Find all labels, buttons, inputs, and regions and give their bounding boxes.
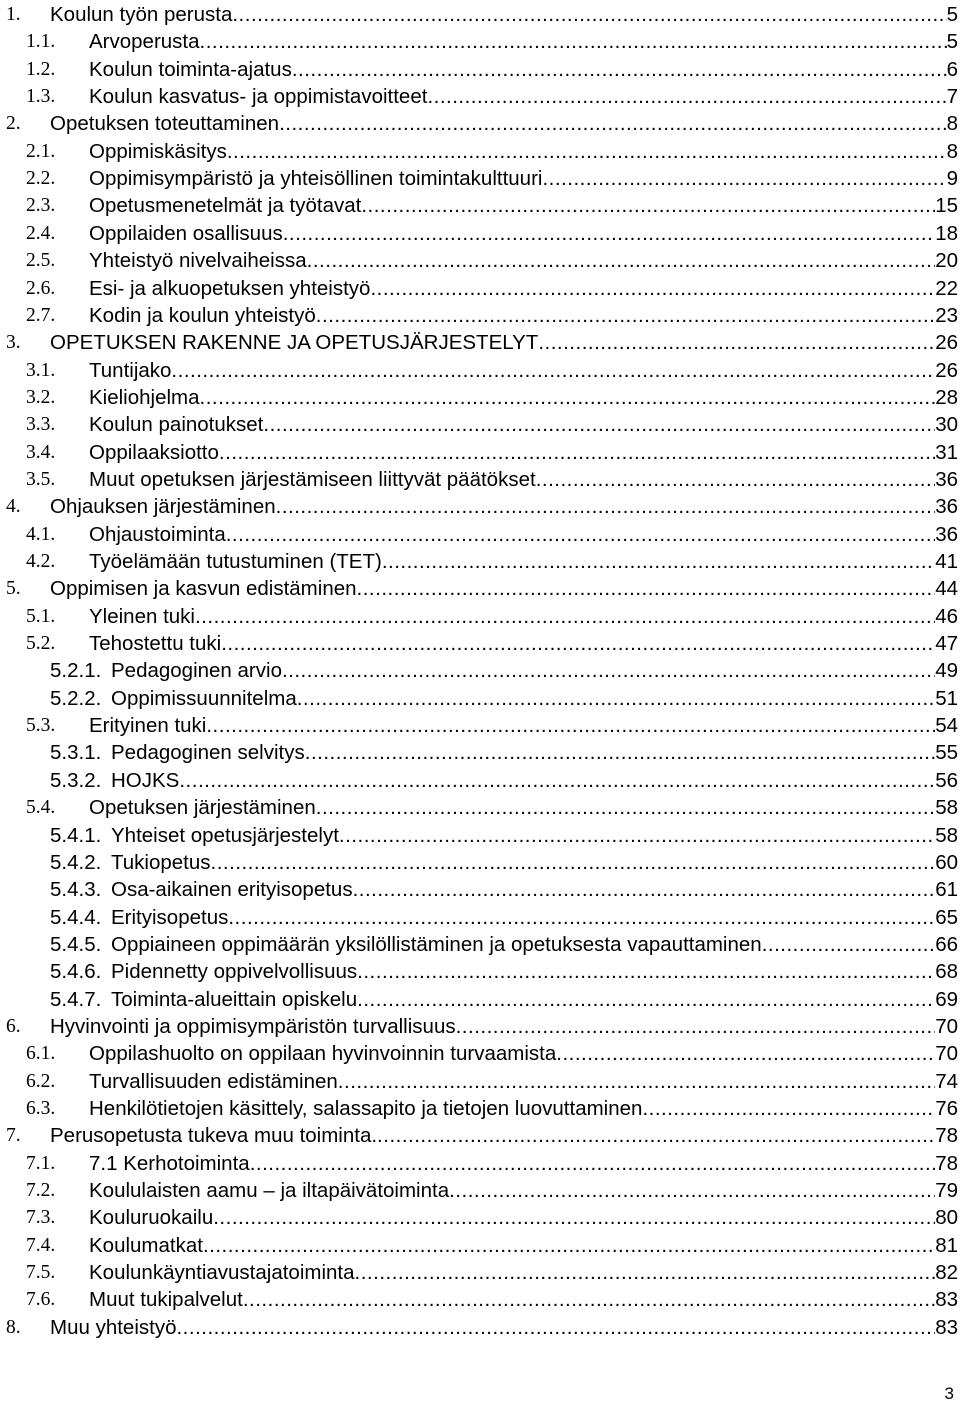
toc-entry[interactable] <box>0 357 960 384</box>
toc-entry[interactable] <box>0 247 960 274</box>
toc-entry[interactable] <box>0 603 960 630</box>
toc-dot-leader <box>456 1013 936 1040</box>
toc-entry-title[interactable]: 7.1 Kerhotoiminta <box>89 1151 250 1175</box>
toc-entry-number: 7.1. <box>26 1152 56 1174</box>
toc-entry-number: 7.2. <box>26 1180 56 1202</box>
toc-dot-leader <box>538 329 935 356</box>
toc-entry-number: 5.3.2. <box>50 768 102 792</box>
toc-dot-leader <box>353 876 936 903</box>
toc-entry-page: 58 <box>935 796 958 820</box>
toc-entry-page: 23 <box>935 303 958 327</box>
toc-entry-line <box>89 138 958 165</box>
toc-entry[interactable] <box>0 712 960 739</box>
toc-entry-line <box>89 56 958 83</box>
toc-entry[interactable] <box>0 165 960 192</box>
toc-entry-title[interactable]: Muu yhteistyö <box>50 1315 177 1339</box>
toc-entry-title[interactable]: Opetusmenetelmät ja työtavat <box>89 194 362 218</box>
toc-entry-number: 3.4. <box>26 441 56 463</box>
toc-dot-leader <box>213 1204 935 1231</box>
toc-entry-page: 68 <box>935 960 958 984</box>
toc-entry-page: 79 <box>935 1179 958 1203</box>
toc-entry-title[interactable]: Kieliohjelma <box>89 385 200 409</box>
toc-entry[interactable] <box>0 1286 960 1313</box>
toc-entry-line <box>111 739 958 766</box>
toc-dot-leader <box>203 1232 935 1259</box>
toc-entry-page: 5 <box>946 30 958 54</box>
toc-entry-number: 5.4. <box>26 797 56 819</box>
toc-entry-line <box>89 1259 958 1286</box>
toc-entry[interactable] <box>0 1095 960 1122</box>
toc-entry[interactable] <box>0 110 960 137</box>
toc-entry-title[interactable]: Oppimiskäsitys <box>89 139 227 163</box>
toc-entry-number: 6.2. <box>26 1070 56 1092</box>
toc-dot-leader <box>228 904 935 931</box>
toc-entry-title[interactable]: Koululaisten aamu – ja iltapäivätoiminta <box>89 1179 450 1203</box>
toc-entry[interactable] <box>0 1013 960 1040</box>
toc-entry-line <box>89 302 958 329</box>
toc-entry[interactable] <box>0 1204 960 1231</box>
toc-entry-title[interactable]: Oppimisympäristö ja yhteisöllinen toimintakulttuuri <box>89 167 543 191</box>
toc-entry-page: 81 <box>935 1233 958 1257</box>
toc-entry-page: 60 <box>935 850 958 874</box>
toc-entry-line <box>111 767 958 794</box>
toc-entry-title[interactable]: Koulun toiminta-ajatus <box>89 57 292 81</box>
toc-entry-number: 3.3. <box>26 414 56 436</box>
toc-entry[interactable] <box>0 466 960 493</box>
toc-entry-title[interactable]: Arvoperusta <box>89 30 200 54</box>
toc-dot-leader <box>283 220 935 247</box>
toc-dot-leader <box>556 1040 935 1067</box>
toc-entry[interactable] <box>0 411 960 438</box>
toc-entry-title[interactable]: OPETUKSEN RAKENNE JA OPETUSJÄRJESTELYT <box>50 331 539 355</box>
toc-entry-line <box>111 849 958 876</box>
toc-entry-page: 26 <box>935 331 958 355</box>
toc-dot-leader <box>307 247 936 274</box>
toc-entry-page: 66 <box>935 932 958 956</box>
page-number: 3 <box>944 1384 954 1403</box>
toc-entry[interactable] <box>0 1150 960 1177</box>
toc-entry[interactable] <box>0 904 960 931</box>
toc-entry-title[interactable]: Koulun kasvatus- ja oppimistavoitteet <box>89 85 428 109</box>
toc-entry[interactable] <box>0 1314 960 1341</box>
toc-entry-title[interactable]: Erityinen tuki <box>89 714 207 738</box>
toc-entry-page: 83 <box>935 1315 958 1339</box>
toc-entry[interactable] <box>0 439 960 466</box>
toc-dot-leader <box>762 931 935 958</box>
toc-dot-leader <box>642 1095 935 1122</box>
toc-entry-page: 26 <box>935 358 958 382</box>
toc-entry[interactable] <box>0 384 960 411</box>
toc-entry-number: 5.3. <box>26 715 56 737</box>
toc-entry-page: 70 <box>935 1042 958 1066</box>
toc-entry-number: 2.1. <box>26 140 56 162</box>
toc-entry[interactable] <box>0 849 960 876</box>
toc-entry-page: 58 <box>935 823 958 847</box>
toc-entry[interactable] <box>0 1040 960 1067</box>
toc-entry-page: 7 <box>946 85 958 109</box>
toc-entry-page: 65 <box>935 905 958 929</box>
toc-entry-number: 6.1. <box>26 1043 56 1065</box>
toc-entry-title[interactable]: Hyvinvointi ja oppimisympäristön turvallisuus <box>50 1014 456 1038</box>
toc-dot-leader <box>316 302 935 329</box>
toc-entry-number: 2.6. <box>26 277 56 299</box>
toc-entry[interactable] <box>0 822 960 849</box>
toc-entry[interactable] <box>0 521 960 548</box>
toc-entry-number: 5.2. <box>26 633 56 655</box>
toc-entry-page: 74 <box>935 1069 958 1093</box>
toc-entry-page: 15 <box>935 194 958 218</box>
toc-entry-title[interactable]: Oppilaaksiotto <box>89 440 219 464</box>
toc-entry-page: 6 <box>946 57 958 81</box>
toc-entry-number: 2.3. <box>26 195 56 217</box>
toc-entry-line <box>89 357 958 384</box>
toc-entry-title[interactable]: Osa-aikainen erityisopetus <box>111 878 353 902</box>
toc-entry[interactable] <box>0 876 960 903</box>
toc-entry-line <box>89 1150 958 1177</box>
toc-entry-number: 7. <box>6 1125 21 1147</box>
toc-entry-number: 5.2.2. <box>50 686 102 710</box>
toc-dot-leader <box>176 1314 935 1341</box>
toc-dot-leader <box>292 56 947 83</box>
toc-entry-line <box>89 275 958 302</box>
toc-dot-leader <box>297 685 935 712</box>
toc-entry-page: 5 <box>946 3 958 26</box>
toc-entry-line <box>89 411 958 438</box>
toc-dot-leader <box>357 958 935 985</box>
toc-entry[interactable] <box>0 657 960 684</box>
toc-dot-leader <box>206 712 935 739</box>
toc-entry-line <box>50 1122 958 1149</box>
toc-entry-title[interactable]: Pedagoginen selvitys <box>111 741 305 765</box>
toc-entry-title[interactable]: Esi- ja alkuopetuksen yhteistyö <box>89 276 371 300</box>
toc-entry-number: 5.4.2. <box>50 850 102 874</box>
toc-entry-line <box>89 712 958 739</box>
toc-entry[interactable] <box>0 56 960 83</box>
toc-entry-line <box>89 83 958 110</box>
toc-entry-page: 76 <box>935 1097 958 1120</box>
toc-entry-line <box>89 1040 958 1067</box>
toc-entry-page: 80 <box>935 1206 958 1230</box>
toc-entry[interactable] <box>0 138 960 165</box>
toc-entry[interactable] <box>0 28 960 55</box>
toc-entry-page: 8 <box>946 112 958 136</box>
toc-dot-leader <box>361 192 935 219</box>
toc-entry-number: 5.2.1. <box>50 659 102 683</box>
toc-dot-leader <box>211 849 936 876</box>
toc-dot-leader <box>427 83 946 110</box>
toc-dot-leader <box>226 521 935 548</box>
toc-entry-line <box>50 329 958 356</box>
toc-entry-line <box>89 439 958 466</box>
toc-entry-number: 8. <box>6 1316 21 1338</box>
toc-entry-line <box>111 904 958 931</box>
toc-entry-title[interactable]: Erityisopetus <box>111 905 229 929</box>
toc-entry-page: 28 <box>935 385 958 409</box>
toc-entry-line <box>89 603 958 630</box>
toc-entry-page: 22 <box>935 276 958 300</box>
toc-entry-number: 2.5. <box>26 250 56 272</box>
toc-entry-line <box>50 1314 958 1341</box>
toc-entry-title[interactable]: Ohjaustoiminta <box>89 522 226 546</box>
toc-entry[interactable] <box>0 1 960 28</box>
toc-entry-title[interactable]: Henkilötietojen käsittely, salassapito ja tietojen luovuttaminen <box>89 1097 643 1120</box>
toc-entry-page: 49 <box>935 659 958 683</box>
toc-entry-page: 47 <box>935 632 958 656</box>
toc-entry-number: 5.3.1. <box>50 741 102 765</box>
toc-entry[interactable] <box>0 302 960 329</box>
toc-entry-line <box>50 110 958 137</box>
toc-entry-title[interactable]: Opetuksen toteuttaminen <box>50 112 280 136</box>
toc-entry-page: 56 <box>935 768 958 792</box>
toc-entry-page: 61 <box>935 878 958 902</box>
toc-entry-line <box>89 1204 958 1231</box>
toc-entry-line <box>89 1286 958 1313</box>
toc-entry-page: 69 <box>935 987 958 1011</box>
toc-entry[interactable] <box>0 329 960 356</box>
toc-entry-title[interactable]: Ohjauksen järjestäminen <box>50 495 276 519</box>
toc-entry-line <box>50 493 958 520</box>
toc-entry-line <box>89 220 958 247</box>
toc-entry-line <box>50 1 958 28</box>
toc-dot-leader <box>536 466 936 493</box>
toc-entry-line <box>50 1013 958 1040</box>
toc-dot-leader <box>219 439 935 466</box>
toc-dot-leader <box>195 603 935 630</box>
toc-entry-title[interactable]: Opetuksen järjestäminen <box>89 796 316 820</box>
toc-entry-page: 54 <box>935 714 958 738</box>
toc-entry-title[interactable]: Koulumatkat <box>89 1233 203 1257</box>
toc-entry-number: 2.2. <box>26 168 56 190</box>
toc-entry-title[interactable]: Yleinen tuki <box>89 604 195 628</box>
toc-entry[interactable] <box>0 493 960 520</box>
toc-entry-number: 5. <box>6 578 21 600</box>
toc-dot-leader <box>200 384 936 411</box>
toc-entry-number: 1. <box>6 4 21 25</box>
toc-entry-title[interactable]: Yhteiset opetusjärjestelyt <box>111 823 339 847</box>
toc-entry-page: 51 <box>935 686 958 710</box>
toc-entry-page: 18 <box>935 221 958 245</box>
toc-entry-line <box>89 28 958 55</box>
toc-dot-leader <box>171 357 935 384</box>
toc-entry-page: 36 <box>935 467 958 491</box>
toc-entry-title[interactable]: Oppiaineen oppimäärän yksilöllistäminen ja opetuksesta vapauttaminen <box>111 932 762 956</box>
toc-entry-title[interactable]: HOJKS <box>111 768 180 792</box>
toc-entry-title[interactable]: Turvallisuuden edistäminen <box>89 1069 338 1093</box>
toc-dot-leader <box>227 138 947 165</box>
toc-dot-leader <box>339 822 935 849</box>
toc-entry-line <box>111 657 958 684</box>
toc-dot-leader <box>263 411 935 438</box>
toc-dot-leader <box>243 1286 935 1313</box>
toc-entry[interactable] <box>0 83 960 110</box>
toc-entry-title[interactable]: Kodin ja koulun yhteistyö <box>89 303 316 327</box>
toc-entry-number: 5.4.7. <box>50 987 102 1011</box>
toc-entry-number: 1.1. <box>26 31 56 53</box>
toc-entry-number: 1.2. <box>26 58 56 80</box>
toc-entry[interactable] <box>0 275 960 302</box>
toc-entry-title[interactable]: Koulun painotukset <box>89 413 264 437</box>
toc-entry-number: 3.2. <box>26 386 56 408</box>
toc-dot-leader <box>305 739 935 766</box>
toc-entry-page: 36 <box>935 522 958 546</box>
toc-entry-line <box>89 630 958 657</box>
toc-entry-title[interactable]: Toiminta-alueittain opiskelu <box>111 987 358 1011</box>
toc-entry-title[interactable]: Muut tukipalvelut <box>89 1288 243 1312</box>
toc-entry[interactable] <box>0 1232 960 1259</box>
toc-dot-leader <box>232 1 946 28</box>
toc-entry-page: 30 <box>935 413 958 437</box>
toc-entry-title[interactable]: Oppilashuolto on oppilaan hyvinvoinnin turvaamista <box>89 1042 557 1066</box>
toc-entry[interactable] <box>0 220 960 247</box>
toc-entry-line <box>111 931 958 958</box>
toc-entry[interactable] <box>0 1122 960 1149</box>
toc-entry-line <box>89 548 958 575</box>
toc-dot-leader <box>221 630 935 657</box>
toc-entry[interactable] <box>0 794 960 821</box>
toc-entry[interactable] <box>0 1259 960 1286</box>
toc-entry-page: 44 <box>935 577 958 601</box>
toc-entry[interactable] <box>0 630 960 657</box>
toc-entry-page: 8 <box>946 139 958 163</box>
toc-dot-leader <box>276 493 936 520</box>
toc-entry-line <box>111 822 958 849</box>
toc-dot-leader <box>377 1122 935 1149</box>
toc-entry-page: 55 <box>935 741 958 765</box>
toc-dot-leader <box>382 548 935 575</box>
toc-entry-number: 5.1. <box>26 605 56 627</box>
toc-entry[interactable] <box>0 1068 960 1095</box>
toc-entry-number: 2.7. <box>26 304 56 326</box>
toc-entry-number: 3.5. <box>26 468 56 490</box>
toc-entry-number: 3.1. <box>26 359 56 381</box>
toc-entry[interactable] <box>0 739 960 766</box>
toc-entry-title[interactable]: Tuntijako <box>89 358 172 382</box>
toc-entry-title[interactable]: Muut opetuksen järjestämiseen liittyvät päätökset <box>89 467 536 491</box>
toc-entry[interactable] <box>0 548 960 575</box>
toc-entry-page: 9 <box>946 167 958 191</box>
toc-entry-page: 36 <box>935 495 958 519</box>
toc-entry-line <box>89 1095 958 1122</box>
toc-entry-page: 82 <box>935 1261 958 1285</box>
toc-entry-title[interactable]: Kouluruokailu <box>89 1206 214 1230</box>
toc-entry-title[interactable]: Oppimisen ja kasvun edistäminen <box>50 577 357 601</box>
toc-dot-leader <box>316 794 935 821</box>
toc-entry[interactable] <box>0 1177 960 1204</box>
toc-entry-line <box>111 986 958 1013</box>
toc-entry-number: 6.3. <box>26 1098 56 1119</box>
toc-entry-number: 1.3. <box>26 86 56 108</box>
toc-dot-leader <box>250 1150 936 1177</box>
toc-entry-title[interactable]: Pidennetty oppivelvollisuus <box>111 960 358 984</box>
toc-entry-page: 31 <box>935 440 958 464</box>
toc-dot-leader <box>282 657 935 684</box>
toc-entry-number: 5.4.6. <box>50 960 102 984</box>
toc-entry-page: 46 <box>935 604 958 628</box>
toc-dot-leader <box>279 110 947 137</box>
toc-entry-number: 2. <box>6 113 21 135</box>
toc-entry[interactable] <box>0 767 960 794</box>
toc-entry-page: 83 <box>935 1288 958 1312</box>
toc-dot-leader <box>338 1068 935 1095</box>
toc-entry-title[interactable]: Oppimissuunnitelma <box>111 686 297 710</box>
toc-entry-title[interactable]: Oppilaiden osallisuus <box>89 221 283 245</box>
toc-dot-leader <box>200 28 947 55</box>
toc-entry-line <box>89 466 958 493</box>
toc-entry-title[interactable]: Työelämään tutustuminen (TET) <box>89 550 382 573</box>
toc-entry-line <box>89 1177 958 1204</box>
toc-entry-number: 4.2. <box>26 551 56 572</box>
toc-entry-number: 6. <box>6 1015 21 1037</box>
toc-entry-line <box>111 876 958 903</box>
toc-entry-line <box>89 384 958 411</box>
toc-entry[interactable] <box>0 986 960 1013</box>
toc-entry-line <box>89 192 958 219</box>
toc-entry-line <box>89 1232 958 1259</box>
toc-entry-number: 2.4. <box>26 222 56 244</box>
toc-entry-line <box>50 575 958 602</box>
toc-entry-line <box>89 247 958 274</box>
toc-entry-number: 5.4.3. <box>50 878 102 902</box>
toc-entry-number: 5.4.5. <box>50 932 102 956</box>
toc-entry-line <box>111 685 958 712</box>
toc-entry-line <box>89 521 958 548</box>
toc-entry-line <box>89 794 958 821</box>
toc-entry-title[interactable]: Tukiopetus <box>111 850 211 874</box>
toc-entry-title[interactable]: Perusopetusta tukeva muu toiminta. <box>50 1124 378 1148</box>
toc-entry-number: 7.5. <box>26 1262 56 1284</box>
toc-dot-leader <box>179 767 935 794</box>
toc-entry-title[interactable]: Yhteistyö nivelvaiheissa <box>89 249 307 273</box>
toc-entry-title[interactable]: Tehostettu tuki <box>89 632 222 656</box>
toc-entry-number: 5.4.4. <box>50 905 102 929</box>
toc-dot-leader <box>355 1259 936 1286</box>
toc-entry[interactable] <box>0 931 960 958</box>
toc-dot-leader <box>449 1177 935 1204</box>
toc-entry-number: 7.3. <box>26 1207 56 1229</box>
toc-dot-leader <box>370 275 935 302</box>
toc-dot-leader <box>542 165 946 192</box>
toc-entry-number: 3. <box>6 332 21 354</box>
toc-dot-leader <box>357 986 935 1013</box>
toc-entry-number: 4. <box>6 496 21 518</box>
toc-entry-number: 7.6. <box>26 1289 56 1311</box>
toc-entry-line <box>89 165 958 192</box>
toc-entry-line <box>111 958 958 985</box>
toc-entry-page: 70 <box>935 1014 958 1038</box>
toc-entry-page: 78 <box>935 1124 958 1148</box>
toc-dot-leader <box>357 575 936 602</box>
toc-entry-page: 20 <box>935 249 958 273</box>
toc-entry-title[interactable]: Koulun työn perusta <box>50 3 233 26</box>
toc-entry-title[interactable]: Koulunkäyntiavustajatoiminta <box>89 1261 355 1285</box>
toc-entry-page: 78 <box>935 1151 958 1175</box>
toc-entry-title[interactable]: Pedagoginen arvio <box>111 659 282 683</box>
toc-entry-page: 41 <box>935 550 958 573</box>
toc-entry[interactable] <box>0 685 960 712</box>
toc-entry[interactable] <box>0 958 960 985</box>
toc-entry[interactable] <box>0 575 960 602</box>
toc-entry-number: 5.4.1. <box>50 823 102 847</box>
toc-entry-number: 4.1. <box>26 523 56 545</box>
toc-entry[interactable] <box>0 192 960 219</box>
toc-entry-line <box>89 1068 958 1095</box>
toc-entry-number: 7.4. <box>26 1234 56 1256</box>
